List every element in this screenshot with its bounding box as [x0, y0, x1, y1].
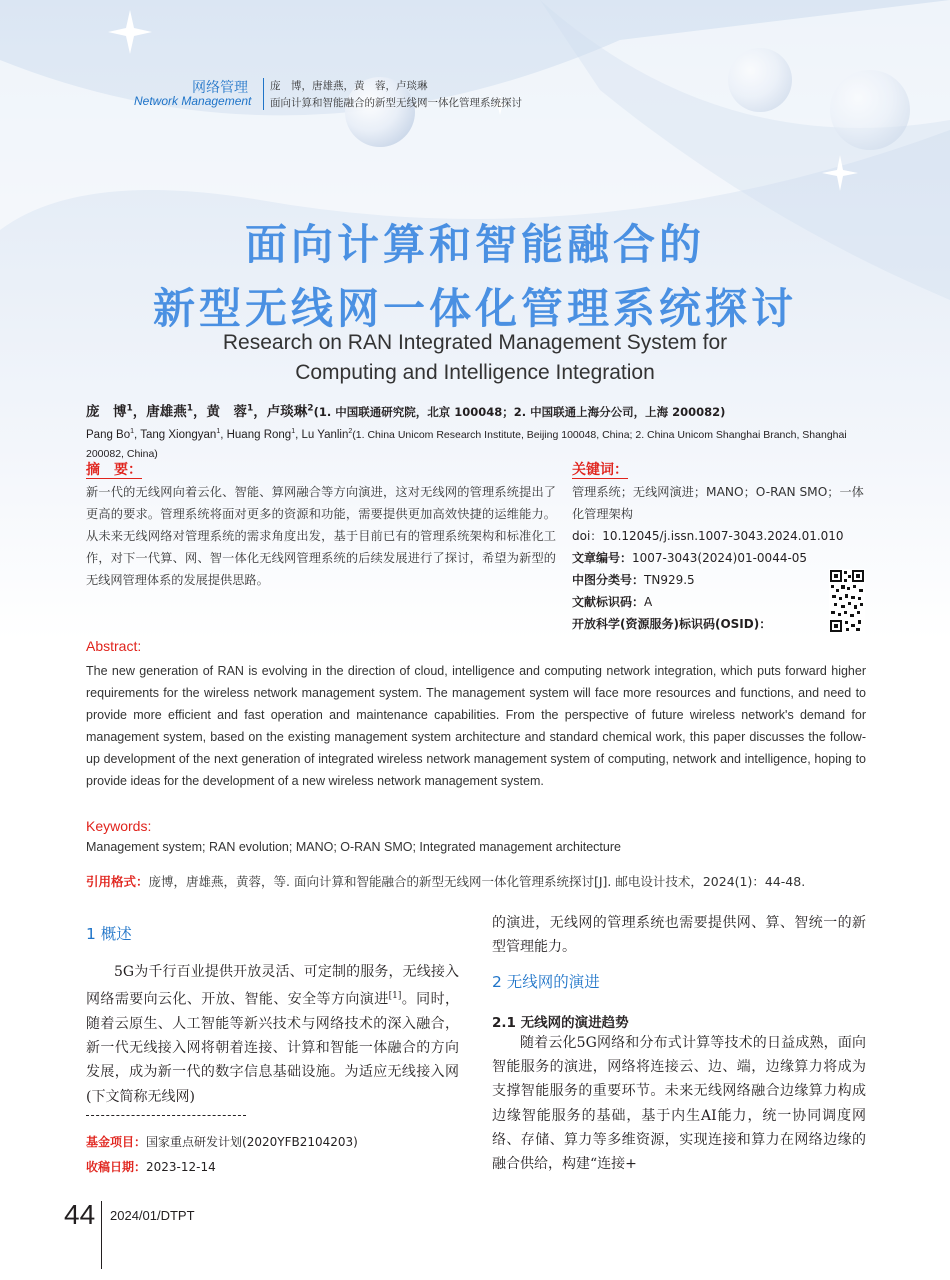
- article-number: [572, 547, 872, 569]
- keywords-cn-text: 管理系统；无线网演进；MANO；O-RAN SMO；一体化管理架构: [572, 485, 864, 521]
- abstract-en-text: The new generation of RAN is evolving in the direction of cloud, intelligence and computing network integration, which puts forward higher requirements for the wireless network management system. The management system will face more resources and functions, and need to provide more efficient and fast operation and maintenance capabilities. From the perspective of future wireless network's demand for management system, based on the existing management system architecture and standard chemical work, this paper discusses the follow-up development of the next generation of integrated wireless network management system of computing, network and intelligence, hoping to provide ideas for the development of a new wireless network management system.: [86, 664, 866, 788]
- author-en-4-sup: 2: [348, 428, 353, 435]
- document-code-label: 文献标识码：: [572, 595, 645, 609]
- doi-label: doi：: [572, 529, 603, 543]
- affiliations-cn: (1. 中国联通研究院，北京 100048；2. 中国联通上海分公司，上海 200082): [313, 405, 726, 419]
- keywords-cn-label-text: 关键词：: [572, 462, 628, 478]
- article-number-label: 文章编号：: [572, 551, 633, 565]
- section-2-heading: 2 无线网的演进: [492, 973, 600, 991]
- author-en-1-sup: 1: [130, 428, 135, 435]
- citation: [86, 872, 805, 890]
- document-code: [572, 591, 872, 613]
- fund-label: 基金项目：: [86, 1135, 147, 1149]
- doi: [572, 525, 872, 547]
- title-en-line2: Computing and Intelligence Integration: [295, 361, 655, 384]
- page-number: 44: [64, 1199, 96, 1230]
- section-name: 网络管理: [192, 80, 248, 96]
- affiliations-en: (1. China Unicom Research Institute, Beijing 100048, China; 2. China Unicom Shanghai Branch, Shanghai 200082, China): [86, 428, 847, 460]
- authors-cn: 庞 博$^1$，唐雄燕$^1$，黄 蓉$^1$，卢琰琳$^2$(1. 中国联通研究院，北京 100048；2. 中国联通上海分公司，上海 200082): [86, 403, 726, 420]
- author-en-2-sup: 1: [216, 428, 221, 435]
- section-2-1-heading: 2.1 无线网的演进趋势: [492, 1015, 629, 1031]
- author-en-1: Pang Bo: [86, 428, 131, 441]
- authors-en: Pang Bo$^1$, Tang Xiongyan$^1$, Huang Rong$^1$, Lu Yanlin$^2$(1. China Unicom Research Institute, Beijing 100048, China; 2. China Unicom Shanghai Branch, Shanghai 200082, China): [86, 428, 847, 460]
- author-3: 黄 蓉: [206, 404, 248, 420]
- author-1: 庞 博: [86, 404, 127, 420]
- title-cn-line2: 新型无线网一体化管理系统探讨: [152, 284, 797, 333]
- author-4: 卢琰琳: [266, 404, 308, 420]
- author-en-3: Huang Rong: [226, 428, 292, 441]
- footnote-divider: [86, 1115, 246, 1116]
- abstract-cn-text: 新一代的无线网向着云化、智能、算网融合等方向演进，这对无线网的管理系统提出了更高的要求。管理系统将面对更多的资源和功能，需要提供更加高效快捷的运维能力。从未来无线网络对管理系统的需求角度出发，基于目前已有的管理系统架构和标准化工作，对下一代算、网、智一体化无线网管理系统的后续发展进行了探讨，希望为新型的无线网管理体系的发展提供思路。: [86, 485, 556, 587]
- osid: [572, 613, 872, 635]
- fund-info: [86, 1133, 358, 1150]
- author-en-3-sup: 1: [291, 428, 296, 435]
- section-name-en: Network Management: [134, 94, 252, 108]
- clc-label: 中图分类号：: [572, 573, 645, 587]
- article-number-value: 1007-3043(2024)01-0044-05: [632, 551, 808, 565]
- author-3-sup: 1: [247, 403, 254, 414]
- journal-issue: 2024/01/DTPT: [110, 1208, 195, 1223]
- author-en-4: Lu Yanlin: [301, 428, 349, 441]
- footer-divider: [101, 1201, 102, 1269]
- section-1-paragraph: [86, 960, 459, 1109]
- section-1-text-a: 5G为千行百业提供开放灵活、可定制的服务，无线接入网络需要向云化、开放、智能、安全等方向演进: [86, 964, 459, 1008]
- reference-1[interactable]: [1]: [388, 991, 402, 1002]
- keywords-en-label: Keywords:: [86, 818, 152, 834]
- header-authors: 庞 博，唐雄燕，黄 蓉，卢琰琳: [270, 80, 428, 92]
- abstract-en-label: Abstract:: [86, 638, 142, 654]
- citation-label: 引用格式：: [86, 874, 149, 889]
- keywords-en-text: Management system; RAN evolution; MANO; O-RAN SMO; Integrated management architecture: [86, 840, 621, 854]
- received-label: 收稿日期：: [86, 1160, 147, 1174]
- author-2: 唐雄燕: [146, 404, 187, 420]
- clc-number: [572, 569, 872, 591]
- document-code-value: A: [644, 595, 653, 609]
- abstract-cn-label-text: 摘 要：: [86, 462, 142, 478]
- title-en-line1: Research on RAN Integrated Management System for: [222, 331, 728, 354]
- author-4-sup: 2: [307, 403, 314, 414]
- citation-text: 庞博，唐雄燕，黄蓉，等. 面向计算和智能融合的新型无线网一体化管理系统探讨[J]. 邮电设计技术，2024(1)：44-48.: [148, 874, 806, 889]
- qr-code-icon[interactable]: [829, 569, 865, 633]
- section-1-continued: 的演进，无线网的管理系统也需要提供网、算、智统一的新型管理能力。: [492, 915, 866, 956]
- section-1-heading: 1 概述: [86, 925, 132, 943]
- fund-value: 国家重点研发计划(2020YFB2104203): [146, 1135, 358, 1149]
- received-value: 2023-12-14: [146, 1160, 216, 1174]
- keywords-cn-label: [572, 459, 628, 479]
- header-divider: [263, 78, 264, 110]
- title-en: [0, 328, 950, 388]
- clc-value: TN929.5: [644, 573, 695, 587]
- osid-label: 开放科学(资源服务)标识码(OSID)：: [572, 617, 772, 631]
- header-article-title: 面向计算和智能融合的新型无线网一体化管理系统探讨: [270, 97, 522, 109]
- section-2-1-paragraph: 随着云化5G网络和分布式计算等技术的日益成熟，面向智能服务的演进，网络将连接云、边、端，边缘算力将成为支撑智能服务的重要环节。未来无线网络融合边缘算力构成边缘智能服务的基础，基于内生AI能力，统一协同调度网络、存储、算力等多维资源，实现连接和算力在网络边缘的融合供给，构建“连接+: [492, 1035, 866, 1173]
- section-1-text-b: 。同时，随着云原生、人工智能等新兴技术与网络技术的深入融合，新一代无线接入网将朝着连接、计算和智能一体融合的方向发展，成为新一代的数字信息基础设施。为适应无线接入网(下文简称无线网): [86, 991, 459, 1105]
- received-date: [86, 1158, 216, 1175]
- author-en-2: Tang Xiongyan: [140, 428, 217, 441]
- author-1-sup: 1: [126, 403, 133, 414]
- title-cn-line1: 面向计算和智能融合的: [244, 220, 705, 269]
- doi-value: 10.12045/j.issn.1007-3043.2024.01.010: [602, 529, 844, 543]
- author-2-sup: 1: [186, 403, 194, 414]
- abstract-cn-label: [86, 459, 142, 479]
